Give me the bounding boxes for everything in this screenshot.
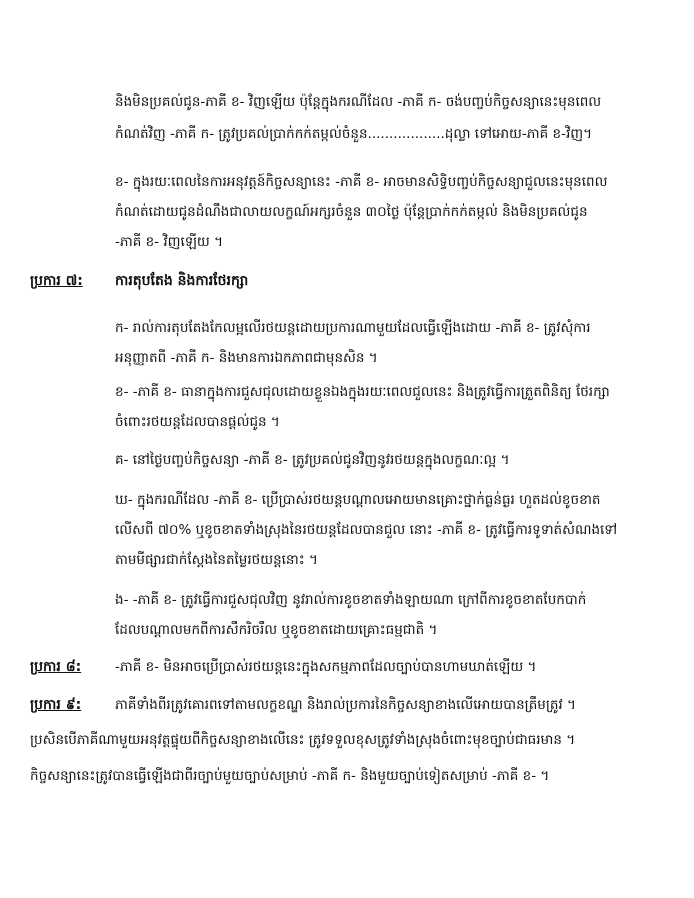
block2-line1: ខ- ក្នុងរយៈពេលនៃការអនុវត្តន៍កិច្ចសន្យានេះ -ភាគី ខ- អាចមានសិទ្ធិបញ្ចប់កិច្ចសន្យាជួលនេះមុនពេល: [115, 174, 608, 190]
article8-label: ប្រការ ៨:: [30, 659, 82, 675]
article9-label: ប្រការ ៩:: [30, 697, 82, 713]
item-ngo-line2: ដែលបណ្តាលមកពីការសឹករិចរឹល ឬខូចខាតដោយគ្រោះធម្មជាតិ ។: [115, 622, 438, 638]
item-kho-line1: ឃ- ក្នុងករណីដែល -ភាគី ខ- ប្រើប្រាស់រថយន្តបណ្តាលអោយមានគ្រោះថ្នាក់ធ្ងន់ធ្ងរ ហួតដល់ខូចខាត: [115, 492, 601, 508]
item-ko-line1: គ- នៅថ្ងៃបញ្ចប់កិច្ចសន្យា -ភាគី ខ- ត្រូវប្រគល់ជូនវិញនូវរថយន្តក្នុងលក្ខណៈល្អ ។: [115, 452, 510, 468]
block2-line2: កំណត់ដោយជូនដំណឹងជាលាយលក្ខណ៍អក្សរចំនួន ៣០ថ្ងៃ ប៉ុន្តែប្រាក់កក់តម្កល់ និងមិនប្រគល់ជូន: [115, 204, 588, 220]
article7-title: ការតុបតែង និងការថែរក្សា: [115, 273, 249, 289]
article8-text: -ភាគី ខ- មិនអាចប្រើប្រាស់រថយន្តនេះក្នុងសកម្មភាពដែលច្បាប់បានហាមឃាត់ឡើយ ។: [115, 659, 537, 675]
block1-line2: កំណត់វិញ -ភាគី ក- ត្រូវប្រគល់ប្រាក់កក់តម្កល់ចំនួន..................ដុល្លា ទៅអោយ-ភាគី ខ-វិញ។: [115, 126, 592, 142]
item-ka-line1: ក- រាល់ការតុបតែងកែលម្អលើរថយន្តដោយប្រការណាមួយដែលធ្វើឡើងដោយ -ភាគី ខ- ត្រូវសុំការ: [115, 320, 591, 336]
item-kho-line3: តាមមីផ្សារជាក់ស្តែងនៃតម្លៃរថយន្តនោះ ។: [115, 552, 318, 568]
item-ngo-line1: ង- -ភាគី ខ- ត្រូវធ្វើការជួសជុលវិញ នូវរាល់ការខូចខាតទាំងឡាយណា ក្រៅពីការខូចខាតបែកបាក់: [115, 592, 587, 608]
item-kha-line2: ចំពោះរថយន្តដែលបានផ្តល់ជូន ។: [115, 414, 280, 430]
item-kha-line1: ខ- -ភាគី ខ- ធានាក្នុងការជួសជុលដោយខ្លួនឯងក្នុងរយៈពេលជួលនេះ និងត្រូវធ្វើការត្រួតពិនិត្យ ថែរក្សា: [115, 384, 610, 400]
item-ka-line2: អនុញ្ញាតពី -ភាគី ក- និងមានការឯកភាពជាមុនសិន ។: [115, 350, 378, 366]
closing-line2: កិច្ចសន្យានេះត្រូវបានធ្វើឡើងជាពីរច្បាប់មួយច្បាប់សម្រាប់ -ភាគី ក- និងមួយច្បាប់ទៀតសម្រាប់ -ភាគី ខ- ។: [30, 768, 550, 784]
article9-text: ភាគីទាំងពីរត្រូវគោរពទៅតាមលក្ខខណ្ឌ និងរាល់ប្រការនៃកិច្ចសន្យាខាងលើអោយបានត្រឹមត្រូវ ។: [115, 697, 576, 713]
item-kho-line2: លើសពី ៧០% ឬខូចខាតទាំងស្រុងនៃរថយន្តដែលបានជួល នោះ -ភាគី ខ- ត្រូវធ្វើការទូទាត់សំណងទៅ: [115, 522, 618, 538]
block1-line1: និងមិនប្រគល់ជូន-ភាគី ខ- វិញឡើយ ប៉ុន្តែក្នុងករណីដែល -ភាគី ក- ចង់បញ្ចប់កិច្ចសន្យានេះមុនពេល: [115, 94, 602, 110]
block2-line3: -ភាគី ខ- វិញឡើយ ។: [115, 234, 223, 250]
closing-line1: ប្រសិនបើភាគីណាមួយអនុវត្តផ្ទុយពីកិច្ចសន្យាខាងលើនេះ ត្រូវទទួលខុសត្រូវទាំងស្រុងចំពោះមុខច្បាប់ជាធរមាន ។: [30, 732, 576, 748]
article7-label: ប្រការ ៧:: [30, 273, 83, 289]
